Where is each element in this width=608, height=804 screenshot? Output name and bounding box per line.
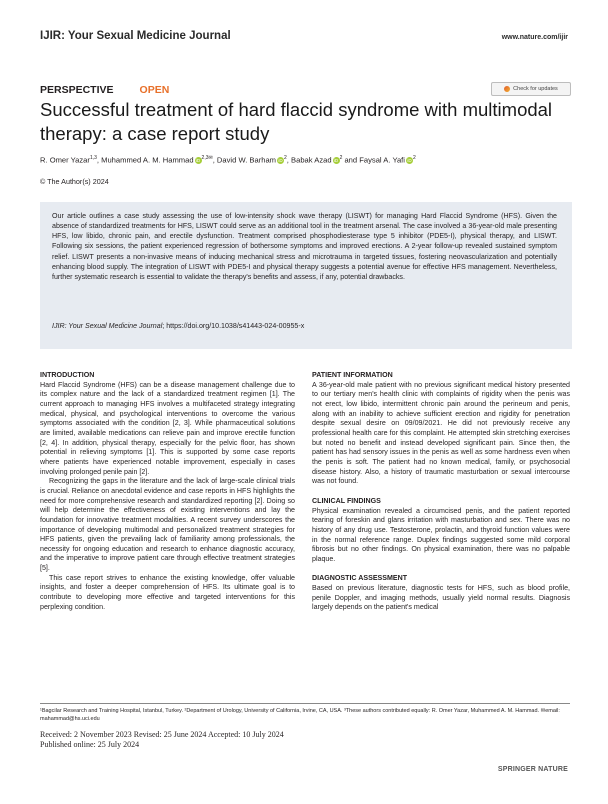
section-heading: DIAGNOSTIC ASSESSMENT [312,574,408,583]
orcid-icon[interactable]: iD [333,158,339,164]
author-affiliation: 2 [412,155,416,161]
section-heading: CLINICAL FINDINGS [312,496,381,505]
author-affiliation: 2 [339,155,343,161]
abstract-box [40,202,572,349]
body-paragraph: Hard Flaccid Syndrome (HFS) can be a disease management challenge due to its complex nature and the lack of a standardized treatment regimen [1]. The current approach to managing HFS involves a multifaceted strategy integrating medical, physical, and psychological interventions to overcome the various symptoms associated with the condition [2, 3]. While pharmaceutical solutions are limited, available medications can relieve pain and improve erectile function [2, 4]. In addition, physical therapy, especially for the pelvic floor, has shown potential in relieving symptoms [1]. This is supported by some case reports where patients have experienced notable improvement, especially in cases involving prolonged penile pain [2]. [40,380,295,476]
body-paragraph: Based on previous literature, diagnostic tests for HFS, such as blood profile, penile Doppler, and imaging methods, usually yield normal results. Diagnosis largely depends on the patient's medical [312,584,570,612]
left-column [40,371,295,612]
body-paragraph: Physical examination revealed a circumcised penis, and the patient reported tearing of foreskin and glans irritation with masturbation and sex. There was no history of any drug use. Testosterone, prolactin, and thyroid function values were in the normal reference range. Duplex findings suggested some mild corporal fibrosis but no other findings. On physical examination, there was no palpable plaque. [312,506,570,563]
author-separator: , [212,155,217,165]
author-name[interactable]: Babak Azad [291,155,332,165]
right-column [312,371,570,613]
footnote-divider [40,703,570,704]
publisher-logo: SPRINGER NATURE [497,766,568,773]
journal-name: IJIR: Your Sexual Medicine Journal [40,30,231,42]
author-separator: and [342,155,360,165]
orcid-icon[interactable]: iD [278,158,283,164]
body-paragraph: This case report strives to enhance the existing knowledge, offer valuable insights, and foster a deeper comprehension of HFS. Its ultimate goal is to contribute to developing more effective and targeted interventions for this perplexing condition. [40,573,295,611]
article-badges [40,84,169,96]
open-access-badge: OPEN [139,84,170,96]
author-affiliation: 2 [284,155,287,161]
orcid-icon[interactable]: iD [195,158,201,164]
author-name[interactable]: David W. Barham [216,155,277,165]
body-paragraph: A 36-year-old male patient with no previous significant medical history presented to our tertiary men's health clinic with complaints of rigidity when the penis was not erect, low libido, intermittent chronic pain around the perineum and penis, along with an inability to achieve sufficient erection and rigidity for penetration despite sexual desire on 09/09/2021. He did not previously receive any professional health care for this complaint. He attempted skin stretching exercises but noted no benefit and instead developed significant pain. Since then, the patient has had sensory issues in the penis as well as some hardness even when the penis is soft. The patient had no known medical, family, or psychosocial disease history. Also, a history of traumatic masturbation or sexual intercourse was not found. [312,380,570,486]
section-gap [312,487,570,497]
section-heading: INTRODUCTION [40,371,95,379]
article-dates [40,730,284,750]
journal-url[interactable]: www.nature.com/ijir [501,34,568,41]
citation-doi[interactable]: ; https://doi.org/10.1038/s41443-024-00955-x [162,322,305,330]
citation [52,322,304,330]
author-list [40,155,570,165]
author-name[interactable]: Muhammed A. M. Hammad [101,155,194,165]
author-affiliation: 2,3✉ [201,155,213,161]
citation-journal: IJIR: Your Sexual Medicine Journal [52,322,163,330]
affiliations-footnote: ¹Bagcilar Research and Training Hospital, Istanbul, Turkey. ²Department of Urology, University of California, Irvine, CA, USA. ³These authors contributed equally: R. Omer Yazar, Muhammed A. M. Hammad. ✉email: mahammad@hs.uci.edu [40,708,560,722]
author-separator: , [286,155,292,165]
author-affiliation: 1,3 [89,155,97,161]
section-heading: PATIENT INFORMATION [312,371,393,379]
check-for-updates-label: Check for updates [513,86,558,92]
section-gap [312,564,570,574]
crossmark-icon [504,86,510,92]
copyright: © The Author(s) 2024 [40,177,109,186]
article-title: Successful treatment of hard flaccid syndrome with multimodal therapy: a case report study [40,99,553,144]
body-paragraph: Recognizing the gaps in the literature and the lack of large-scale clinical trials is crucial. Reliance on anecdotal evidence and case reports in HFS highlights the need for more comprehensive research and standardized reporting [2]. Doing so will help determine the effectiveness of existing interventions and lay the foundation for innovative treatment modalities. A recent survey underscores the importance of developing multimodal and personalized treatment strategies for HFS patients, given the prevailing lack of familiarity among professionals, the necessity for ongoing education and research to enhance diagnostic accuracy, and the imperative to improve patient care through effective treatment strategies [5]. [40,477,295,573]
check-for-updates-button[interactable] [491,82,571,96]
dates-published: Published online: 25 July 2024 [40,740,140,749]
author-name[interactable]: R. Omer Yazar [40,155,90,165]
orcid-icon[interactable]: iD [407,158,412,164]
abstract-text: Our article outlines a case study assessing the use of low-intensity shock wave therapy (LISWT) for managing Hard Flaccid Syndrome (HFS). Given the absence of standardized treatments for HFS, LISWT could serve as an additional tool in the treatment arsenal. The case involved a 36-year-old male presenting HFS, low libido, chronic pain, and erectile dysfunction. Treatment comprised phosphodiesterase type 5 inhibitor (PDE5-I), physical therapy, and LISWT. Following six sessions, the patient experienced regression of bothersome symptoms and improved erections. A 2-year follow-up revealed sustained symptom relief. LISWT presents a non-invasive means of inducing mechanical stress and microtrauma in targeted tissues, fostering neovascularization and potentially enhancing blood supply. The integration of LISWT with PDE5-I and physical therapy suggests a potential avenue for effective HFS management. Nevertheless, further systematic research is essential to validate the therapy's benefits and assess, if any, potential drawbacks. [52,212,557,281]
author-name[interactable]: Faysal A. Yafi [359,155,405,165]
author-separator: , [96,155,102,165]
dates-received: Received: 2 November 2023 Revised: 25 June 2024 Accepted: 10 July 2024 [40,730,284,739]
article-type: PERSPECTIVE [40,84,114,96]
